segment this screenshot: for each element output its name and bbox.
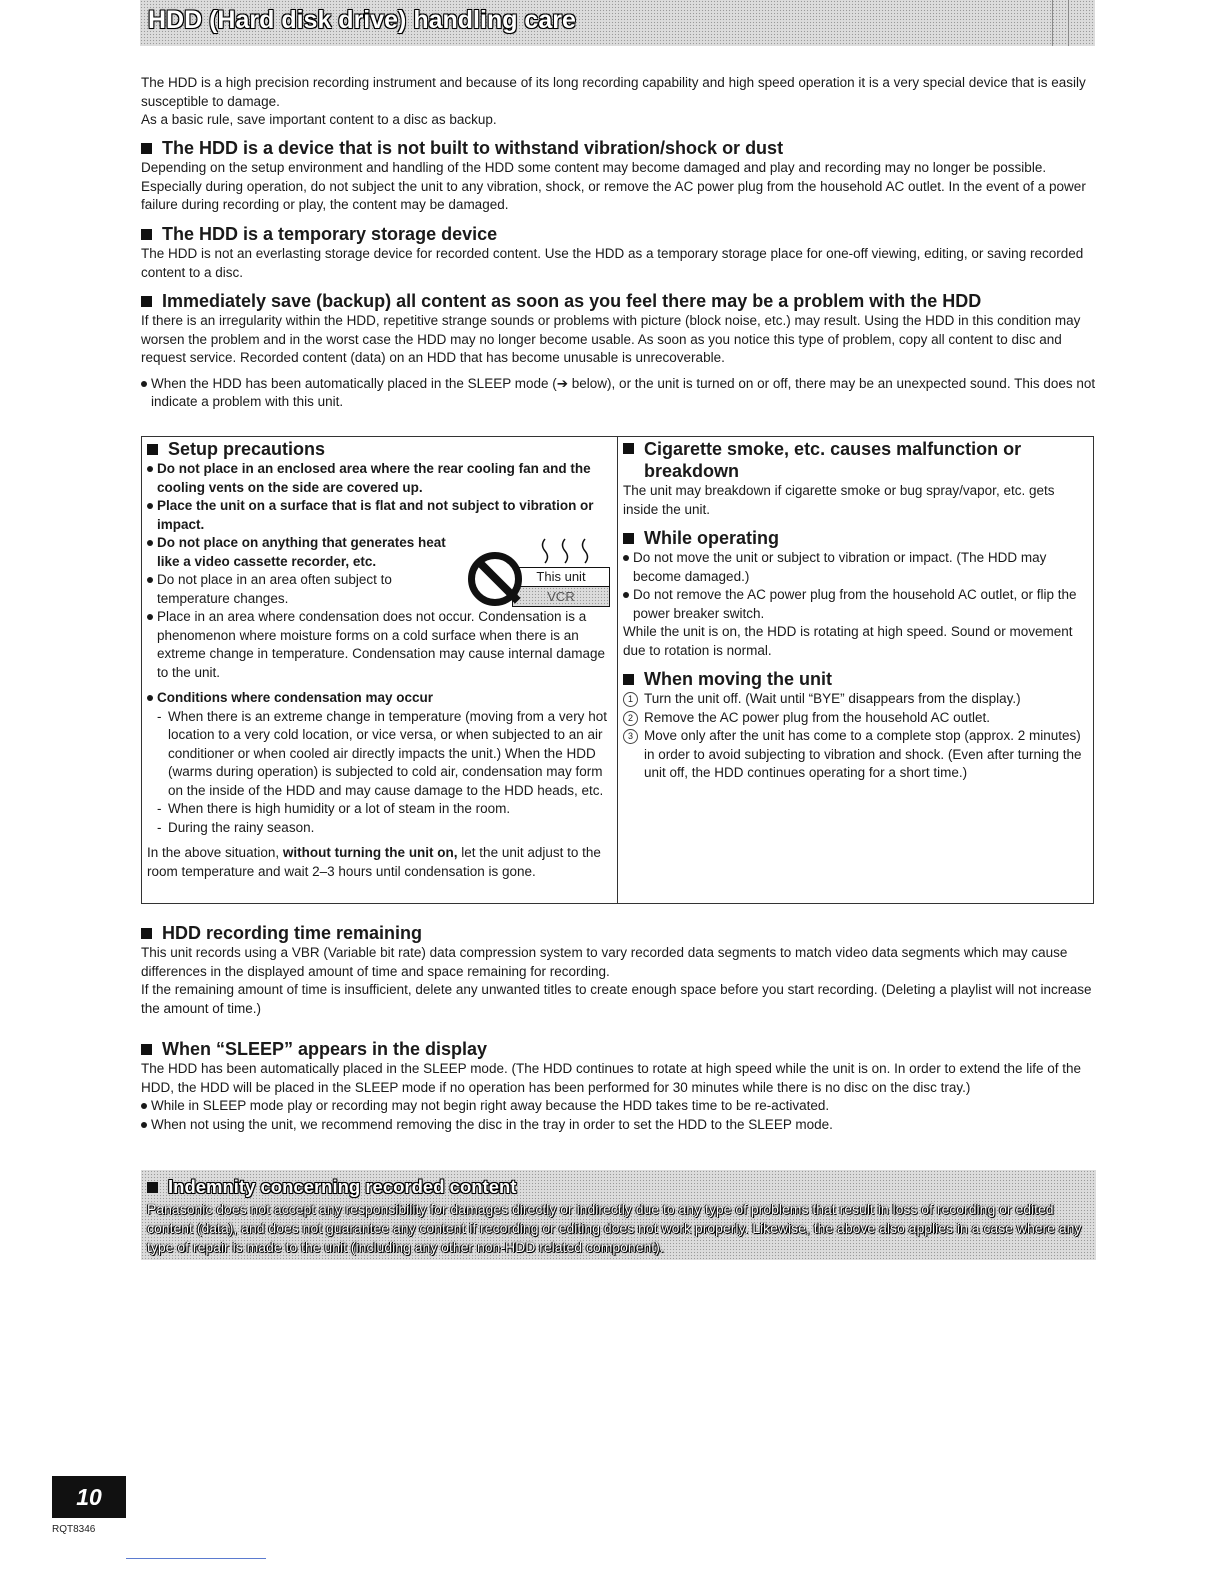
list-item: - When there is an extreme change in temperature (moving from a very hot location to a very cold location, or vice versa, or when subjected to an air conditioner or when cooled air directly impacts the unit.) When the HDD (warms during operation) is subjected to cold air, condensation may form on the inside of the HDD and may cause damage to the HDD heads, etc. (147, 708, 613, 801)
list-item: Place the unit on a surface that is flat and not subject to vibration or impact. (147, 497, 609, 534)
no-heat-illustration (468, 537, 618, 617)
section-heading: HDD recording time remaining (141, 922, 1096, 944)
setup-column (142, 437, 618, 903)
document-code: RQT8346 (52, 1524, 96, 1535)
square-bullet-icon (147, 444, 158, 455)
list-item: Place in an area where condensation does not occur. Condensation is a phenomenon where moisture forms on a cold surface when there is an extreme change in temperature. Condensation may cause internal damage to the unit. (147, 608, 613, 682)
condensation-heading: Conditions where condensation may occur (147, 689, 613, 708)
square-bullet-icon (141, 296, 152, 307)
list-item: Do not place on anything that generates heat like a video cassette recorder, etc. (147, 534, 447, 571)
section-temporary (141, 223, 1096, 282)
heat-waves-icon (537, 537, 597, 565)
setup-closing: In the above situation, without turning the unit on, let the unit adjust to the room temperature and wait 2–3 hours until condensation is gone. (147, 845, 601, 879)
operating-heading: While operating (623, 527, 1089, 549)
list-item: - During the rainy season. (147, 819, 613, 838)
section-heading: Immediately save (backup) all content as soon as you feel there may be a problem with the HDD (141, 290, 1096, 312)
section-heading: The HDD is a device that is not built to withstand vibration/shock or dust (141, 137, 1096, 159)
title-bar-tab (1052, 0, 1069, 46)
section-sleep (141, 1038, 1096, 1134)
unit-on-vcr (512, 567, 610, 607)
intro-paragraph: As a basic rule, save important content to a disc as backup. (141, 112, 497, 127)
square-bullet-icon (623, 533, 634, 544)
indemnity-heading: Indemnity concerning recorded content (147, 1176, 516, 1198)
section-heading: When “SLEEP” appears in the display (141, 1038, 1096, 1060)
step-item: 3 Move only after the unit has come to a complete stop (approx. 2 minutes) in order to avoid subjecting to vibration and shock. (Even after turning the unit off, the HDD continues operating for a short time.) (623, 727, 1089, 783)
operation-column (618, 437, 1093, 903)
section-heading: The HDD is a temporary storage device (141, 223, 1096, 245)
step-item: 2 Remove the AC power plug from the household AC outlet. (623, 709, 1089, 728)
step-item: 1 Turn the unit off. (Wait until “BYE” disappears from the display.) (623, 690, 1089, 709)
list-item: While in SLEEP mode play or recording may not begin right away because the HDD takes time to be re-activated. (141, 1097, 1096, 1116)
section-body: If there is an irregularity within the HDD, repetitive strange sounds or problems with picture (block noise, etc.) may result. Using the HDD in this condition may worsen the problem and in the worst case the HDD may no longer become usable. As soon as you notice this type of problem, copy all content to disc and request service. Recorded content (data) on an HDD that has become unusable is unrecoverable. (141, 313, 1081, 365)
square-bullet-icon (141, 229, 152, 240)
vcr-label: VCR (513, 587, 609, 606)
cigarette-heading: Cigarette smoke, etc. causes malfunction or breakdown (623, 438, 1089, 482)
section-body: The HDD is not an everlasting storage device for recorded content. Use the HDD as a temporary storage place for one-off viewing, editing, or saving recorded content to a disc. (141, 246, 1084, 280)
section-body: This unit records using a VBR (Variable bit rate) data compression system to vary recorded data segments to match video data segments which may cause differences in the displayed amount of time and space remaining for recording. (141, 945, 1068, 979)
setup-heading: Setup precautions (147, 438, 613, 460)
step-number: 2 (623, 711, 638, 726)
title-bar-tab (1068, 0, 1095, 46)
indemnity-panel (141, 1170, 1096, 1260)
square-bullet-icon (623, 674, 634, 685)
indemnity-body: Panasonic does not accept any responsibility for damages directly or indirectly due to any type of problems that result in loss of recording or edited content (data), and does not guarantee any content if recording or editing does not work properly. Likewise, the above also applies in a case where any type of repair is made to the unit (including any other non-HDD related component). (147, 1201, 1082, 1255)
square-bullet-icon (623, 443, 634, 454)
step-number: 3 (623, 729, 638, 744)
square-bullet-icon (147, 1182, 158, 1193)
operating-body: While the unit is on, the HDD is rotating at high speed. Sound or movement due to rotation is normal. (623, 624, 1073, 658)
list-item: Do not place in an area often subject to temperature changes. (147, 571, 447, 608)
list-item: When not using the unit, we recommend removing the disc in the tray in order to set the HDD to the SLEEP mode. (141, 1116, 1096, 1135)
intro-paragraph: The HDD is a high precision recording instrument and because of its long recording capability and high speed operation it is a very special device that is easily susceptible to damage. (141, 75, 1086, 109)
section-backup (141, 290, 1096, 412)
cigarette-body: The unit may breakdown if cigarette smoke or bug spray/vapor, etc. gets inside the unit. (623, 483, 1055, 517)
note-item: When the HDD has been automatically placed in the SLEEP mode (➔ below), or the unit is turned on or off, there may be an unexpected sound. This does not indicate a problem with this unit. (141, 375, 1096, 412)
footer-divider (126, 1558, 266, 1559)
precautions-box (141, 436, 1094, 904)
square-bullet-icon (141, 928, 152, 939)
list-item: Do not place in an enclosed area where the rear cooling fan and the cooling vents on the side are covered up. (147, 460, 609, 497)
step-number: 1 (623, 692, 638, 707)
list-item: Do not remove the AC power plug from the household AC outlet, or flip the power breaker switch. (623, 586, 1089, 623)
list-item: - When there is high humidity or a lot of steam in the room. (147, 800, 613, 819)
prohibited-icon (468, 552, 522, 606)
square-bullet-icon (141, 1044, 152, 1055)
intro (141, 74, 1096, 130)
square-bullet-icon (141, 143, 152, 154)
section-body: Depending on the setup environment and handling of the HDD some content may become damaged and play and recording may no longer be possible. Especially during operation, do not subject the unit to any vibration, shock, or remove the AC power plug from the household AC outlet. In the event of a power failure during recording or play, the content may be damaged. (141, 160, 1086, 212)
section-body: The HDD has been automatically placed in the SLEEP mode. (The HDD continues to rotate at high speed while the unit is on. In order to extend the life of the HDD, the HDD will be placed in the SLEEP mode if no operation has been performed for 30 minutes while there is no disc on the disc tray.) (141, 1061, 1082, 1095)
list-item: Do not move the unit or subject to vibration or impact. (The HDD may become damaged.) (623, 549, 1089, 586)
page-title: HDD (Hard disk drive) handling care (148, 6, 576, 34)
this-unit-label: This unit (513, 568, 609, 587)
moving-heading: When moving the unit (623, 668, 1089, 690)
page-number: 10 (52, 1476, 126, 1518)
section-body: If the remaining amount of time is insufficient, delete any unwanted titles to create enough space before you start recording. (Deleting a playlist will not increase the amount of time.) (141, 982, 1092, 1016)
page-title-bar (140, 0, 1095, 46)
section-vibration (141, 137, 1096, 215)
section-remaining (141, 922, 1096, 1018)
